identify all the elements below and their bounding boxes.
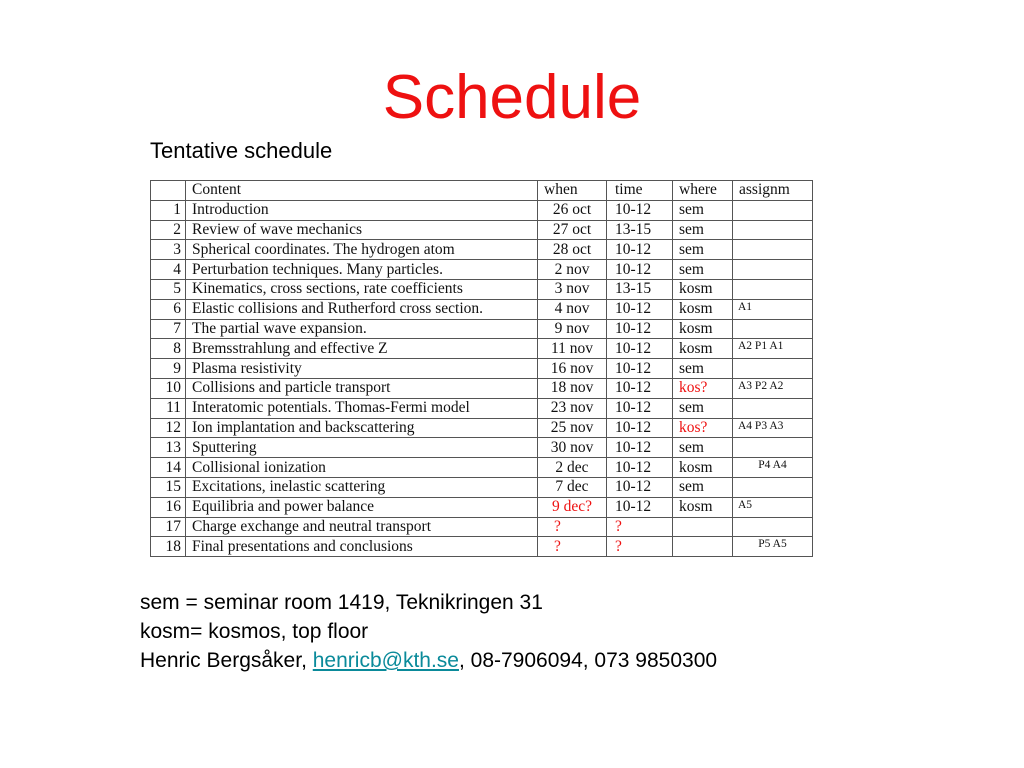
footer-notes bbox=[140, 588, 717, 675]
row-when: 27 oct bbox=[538, 220, 607, 240]
row-content: The partial wave expansion. bbox=[186, 319, 538, 339]
row-time: 10-12 bbox=[607, 299, 673, 319]
row-where: kosm bbox=[673, 497, 733, 517]
table-row bbox=[151, 200, 813, 220]
row-where: kos? bbox=[673, 418, 733, 438]
row-assignment bbox=[733, 319, 813, 339]
row-when: 26 oct bbox=[538, 200, 607, 220]
row-when: 28 oct bbox=[538, 240, 607, 260]
row-when: 16 nov bbox=[538, 359, 607, 379]
row-where: sem bbox=[673, 260, 733, 280]
row-time: 10-12 bbox=[607, 477, 673, 497]
row-time: 10-12 bbox=[607, 359, 673, 379]
row-content: Kinematics, cross sections, rate coefficients bbox=[186, 279, 538, 299]
row-when: 2 dec bbox=[538, 458, 607, 478]
row-time: ? bbox=[607, 517, 673, 537]
table-row bbox=[151, 537, 813, 557]
row-where: kosm bbox=[673, 299, 733, 319]
row-content: Plasma resistivity bbox=[186, 359, 538, 379]
row-content: Collisional ionization bbox=[186, 458, 538, 478]
row-when: 3 nov bbox=[538, 279, 607, 299]
header-assign: assignm bbox=[733, 181, 813, 201]
row-when: 9 nov bbox=[538, 319, 607, 339]
row-content: Introduction bbox=[186, 200, 538, 220]
row-where: kosm bbox=[673, 319, 733, 339]
row-where: kos? bbox=[673, 378, 733, 398]
row-when: 18 nov bbox=[538, 378, 607, 398]
row-where: sem bbox=[673, 477, 733, 497]
row-assignment bbox=[733, 279, 813, 299]
row-number: 9 bbox=[151, 359, 186, 379]
row-content: Charge exchange and neutral transport bbox=[186, 517, 538, 537]
row-content: Final presentations and conclusions bbox=[186, 537, 538, 557]
header-num bbox=[151, 181, 186, 201]
row-content: Sputtering bbox=[186, 438, 538, 458]
row-number: 13 bbox=[151, 438, 186, 458]
row-content: Interatomic potentials. Thomas-Fermi model bbox=[186, 398, 538, 418]
table-row bbox=[151, 458, 813, 478]
row-when: ? bbox=[538, 517, 607, 537]
row-where: sem bbox=[673, 359, 733, 379]
row-assignment: A3 P2 A2 bbox=[733, 378, 813, 398]
row-where: kosm bbox=[673, 339, 733, 359]
row-assignment: A5 bbox=[733, 497, 813, 517]
row-number: 16 bbox=[151, 497, 186, 517]
row-when: 7 dec bbox=[538, 477, 607, 497]
row-time: 13-15 bbox=[607, 279, 673, 299]
row-assignment bbox=[733, 359, 813, 379]
row-where: sem bbox=[673, 200, 733, 220]
row-content: Bremsstrahlung and effective Z bbox=[186, 339, 538, 359]
row-when: 4 nov bbox=[538, 299, 607, 319]
table-row bbox=[151, 359, 813, 379]
row-assignment bbox=[733, 200, 813, 220]
table-row bbox=[151, 279, 813, 299]
row-content: Elastic collisions and Rutherford cross section. bbox=[186, 299, 538, 319]
email-link[interactable]: henricb@kth.se bbox=[312, 649, 459, 672]
row-content: Collisions and particle transport bbox=[186, 378, 538, 398]
footer-contact bbox=[140, 646, 717, 675]
row-where: sem bbox=[673, 240, 733, 260]
row-when: 25 nov bbox=[538, 418, 607, 438]
footer-kosm-note: kosm= kosmos, top floor bbox=[140, 620, 369, 643]
row-assignment bbox=[733, 220, 813, 240]
header-when: when bbox=[538, 181, 607, 201]
row-time: 10-12 bbox=[607, 418, 673, 438]
row-time: 10-12 bbox=[607, 438, 673, 458]
row-number: 15 bbox=[151, 477, 186, 497]
row-content: Equilibria and power balance bbox=[186, 497, 538, 517]
row-where: sem bbox=[673, 220, 733, 240]
row-assignment bbox=[733, 398, 813, 418]
contact-name: Henric Bergsåker, bbox=[140, 649, 313, 672]
slide-subtitle: Tentative schedule bbox=[150, 138, 333, 163]
row-assignment: P5 A5 bbox=[733, 537, 813, 557]
row-where: sem bbox=[673, 398, 733, 418]
contact-phones: , 08-7906094, 073 9850300 bbox=[458, 649, 718, 672]
row-time: 10-12 bbox=[607, 398, 673, 418]
table-row bbox=[151, 497, 813, 517]
row-content: Excitations, inelastic scattering bbox=[186, 477, 538, 497]
row-number: 12 bbox=[151, 418, 186, 438]
table-row bbox=[151, 517, 813, 537]
row-assignment bbox=[733, 260, 813, 280]
row-when: 11 nov bbox=[538, 339, 607, 359]
row-number: 10 bbox=[151, 378, 186, 398]
row-content: Spherical coordinates. The hydrogen atom bbox=[186, 240, 538, 260]
table-row bbox=[151, 260, 813, 280]
row-assignment bbox=[733, 477, 813, 497]
row-number: 18 bbox=[151, 537, 186, 557]
row-time: 10-12 bbox=[607, 240, 673, 260]
row-assignment: A1 bbox=[733, 299, 813, 319]
table-row bbox=[151, 240, 813, 260]
row-assignment bbox=[733, 517, 813, 537]
row-when: ? bbox=[538, 537, 607, 557]
row-where bbox=[673, 537, 733, 557]
row-number: 14 bbox=[151, 458, 186, 478]
row-number: 2 bbox=[151, 220, 186, 240]
row-where bbox=[673, 517, 733, 537]
row-time: 10-12 bbox=[607, 497, 673, 517]
row-time: 10-12 bbox=[607, 339, 673, 359]
table-header-row bbox=[151, 181, 813, 201]
row-time: 13-15 bbox=[607, 220, 673, 240]
row-number: 3 bbox=[151, 240, 186, 260]
header-where: where bbox=[673, 181, 733, 201]
table-row bbox=[151, 418, 813, 438]
row-time: 10-12 bbox=[607, 260, 673, 280]
slide-title: Schedule bbox=[382, 63, 642, 132]
row-where: kosm bbox=[673, 279, 733, 299]
footer-sem-note: sem = seminar room 1419, Teknikringen 31 bbox=[140, 591, 543, 614]
row-assignment: A2 P1 A1 bbox=[733, 339, 813, 359]
row-assignment: A4 P3 A3 bbox=[733, 418, 813, 438]
row-number: 1 bbox=[151, 200, 186, 220]
table-row bbox=[151, 378, 813, 398]
row-content: Perturbation techniques. Many particles. bbox=[186, 260, 538, 280]
row-number: 17 bbox=[151, 517, 186, 537]
row-content: Ion implantation and backscattering bbox=[186, 418, 538, 438]
row-number: 6 bbox=[151, 299, 186, 319]
row-number: 8 bbox=[151, 339, 186, 359]
header-time: time bbox=[607, 181, 673, 201]
row-number: 11 bbox=[151, 398, 186, 418]
row-when: 30 nov bbox=[538, 438, 607, 458]
row-number: 4 bbox=[151, 260, 186, 280]
row-where: sem bbox=[673, 438, 733, 458]
table-row bbox=[151, 398, 813, 418]
row-when: 23 nov bbox=[538, 398, 607, 418]
row-time: 10-12 bbox=[607, 458, 673, 478]
row-time: 10-12 bbox=[607, 200, 673, 220]
row-where: kosm bbox=[673, 458, 733, 478]
row-when: 9 dec? bbox=[538, 497, 607, 517]
table-row bbox=[151, 220, 813, 240]
table-row bbox=[151, 339, 813, 359]
table-row bbox=[151, 438, 813, 458]
row-number: 5 bbox=[151, 279, 186, 299]
row-time: 10-12 bbox=[607, 319, 673, 339]
row-time: ? bbox=[607, 537, 673, 557]
header-content: Content bbox=[186, 181, 538, 201]
row-time: 10-12 bbox=[607, 378, 673, 398]
row-when: 2 nov bbox=[538, 260, 607, 280]
row-content: Review of wave mechanics bbox=[186, 220, 538, 240]
row-assignment bbox=[733, 438, 813, 458]
table-row bbox=[151, 319, 813, 339]
schedule-table bbox=[150, 180, 813, 557]
row-number: 7 bbox=[151, 319, 186, 339]
row-assignment: P4 A4 bbox=[733, 458, 813, 478]
table-row bbox=[151, 299, 813, 319]
table-row bbox=[151, 477, 813, 497]
row-assignment bbox=[733, 240, 813, 260]
